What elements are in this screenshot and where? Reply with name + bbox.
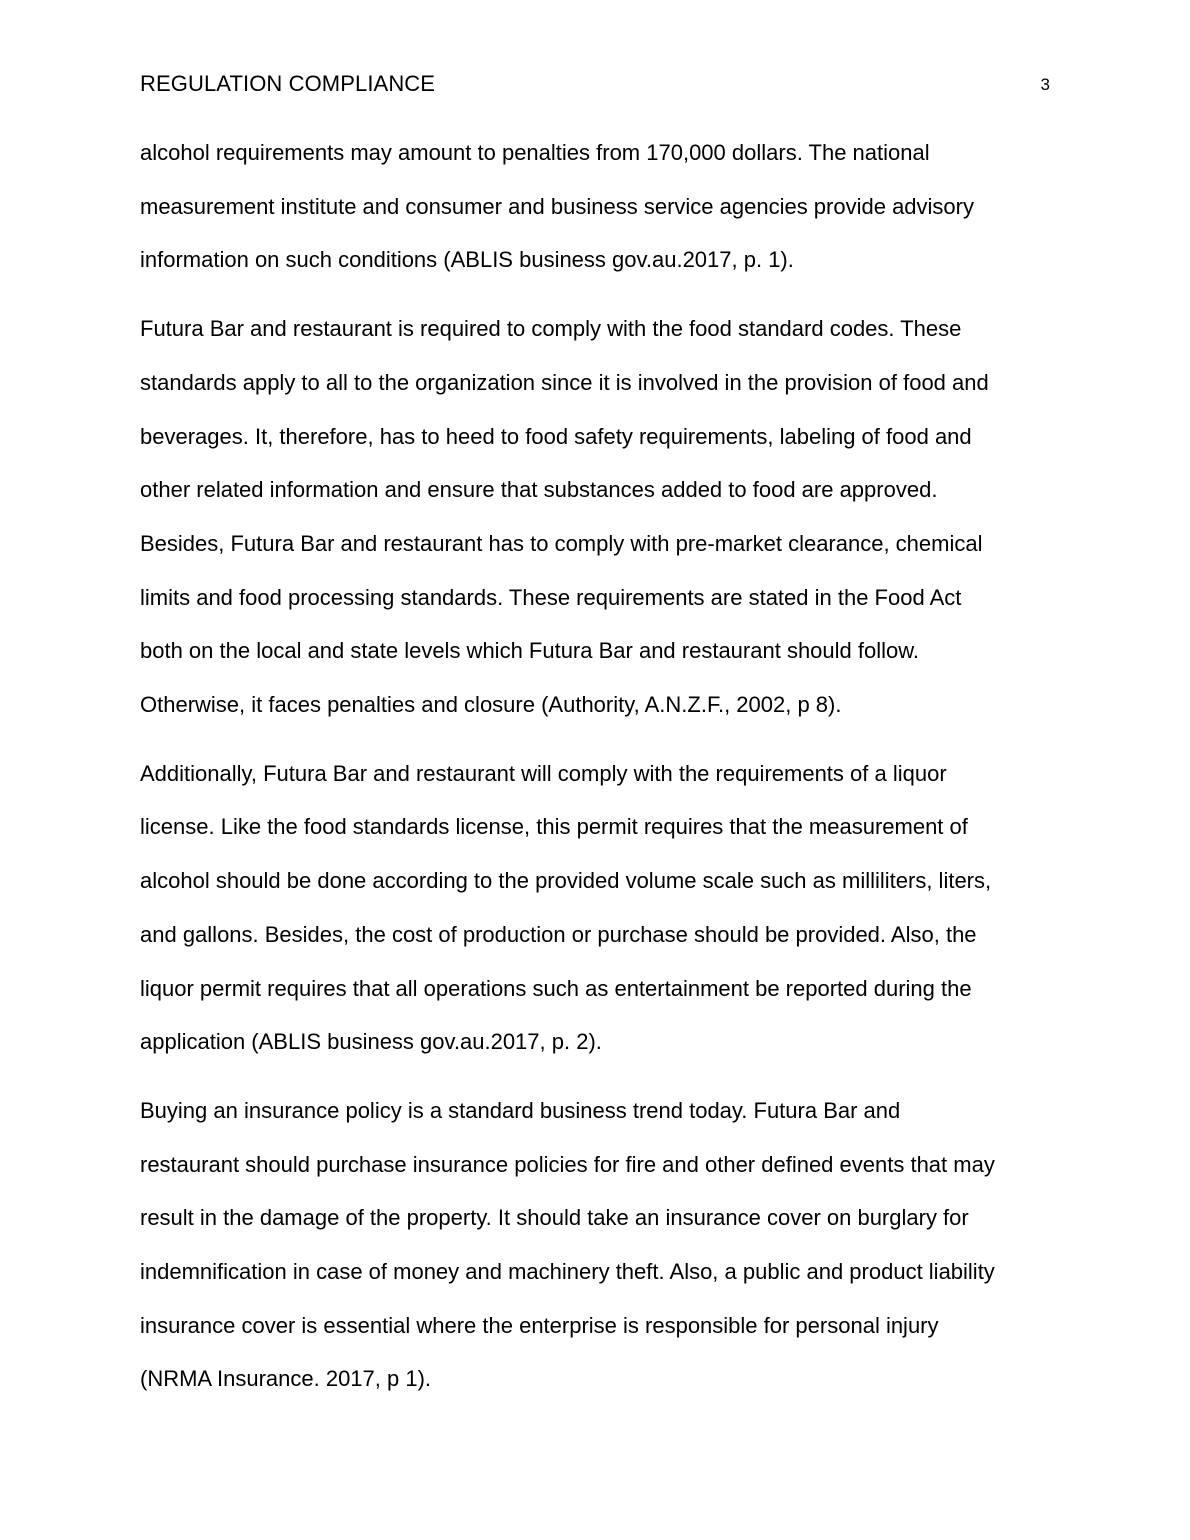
text-line: beverages. It, therefore, has to heed to food safety requirements, labeling of food and [140, 423, 972, 449]
text-line: Buying an insurance policy is a standard business trend today. Futura Bar and [140, 1097, 901, 1123]
text-line: result in the damage of the property. It should take an insurance cover on burglary for [140, 1205, 969, 1231]
text-line: information on such conditions (ABLIS business gov.au.2017, p. 1). [140, 247, 794, 273]
text-line: other related information and ensure that substances added to food are approved. [140, 477, 938, 503]
text-line: Futura Bar and restaurant is required to comply with the food standard codes. These [140, 316, 962, 342]
text-line: both on the local and state levels which Futura Bar and restaurant should follow. [140, 638, 920, 664]
text-line: Otherwise, it faces penalties and closure (Authority, A.N.Z.F., 2002, p 8). [140, 692, 842, 718]
paragraph [140, 1084, 1052, 1406]
text-line: Additionally, Futura Bar and restaurant will comply with the requirements of a liquor [140, 760, 947, 786]
text-line: insurance cover is essential where the enterprise is responsible for personal injury [140, 1312, 939, 1338]
text-line: limits and food processing standards. These requirements are stated in the Food Act [140, 584, 962, 610]
text-line: alcohol requirements may amount to penalties from 170,000 dollars. The national [140, 140, 930, 165]
paragraph [140, 747, 1052, 1069]
paragraph [140, 302, 1052, 732]
text-line: license. Like the food standards license, this permit requires that the measurement of [140, 814, 968, 840]
text-line: (NRMA Insurance. 2017, p 1). [140, 1366, 432, 1392]
text-line: and gallons. Besides, the cost of production or purchase should be provided. Also, the [140, 921, 977, 947]
text-line: Besides, Futura Bar and restaurant has to comply with pre-market clearance, chemical [140, 530, 983, 556]
document-body [140, 126, 1052, 1421]
text-line: indemnification in case of money and machinery theft. Also, a public and product liability [140, 1259, 995, 1285]
running-head: REGULATION COMPLIANCE [140, 71, 436, 96]
text-line: restaurant should purchase insurance policies for fire and other defined events that may [140, 1151, 995, 1177]
text-line: application (ABLIS business gov.au.2017, p. 2). [140, 1029, 602, 1055]
page-number: 3 [1040, 75, 1050, 94]
paragraph [140, 126, 1052, 287]
text-line: measurement institute and consumer and business service agencies provide advisory [140, 193, 974, 219]
text-line: liquor permit requires that all operations such as entertainment be reported during the [140, 975, 972, 1001]
text-line: standards apply to all to the organization since it is involved in the provision of food and [140, 369, 989, 395]
text-line: alcohol should be done according to the provided volume scale such as milliliters, liters, [140, 868, 992, 894]
